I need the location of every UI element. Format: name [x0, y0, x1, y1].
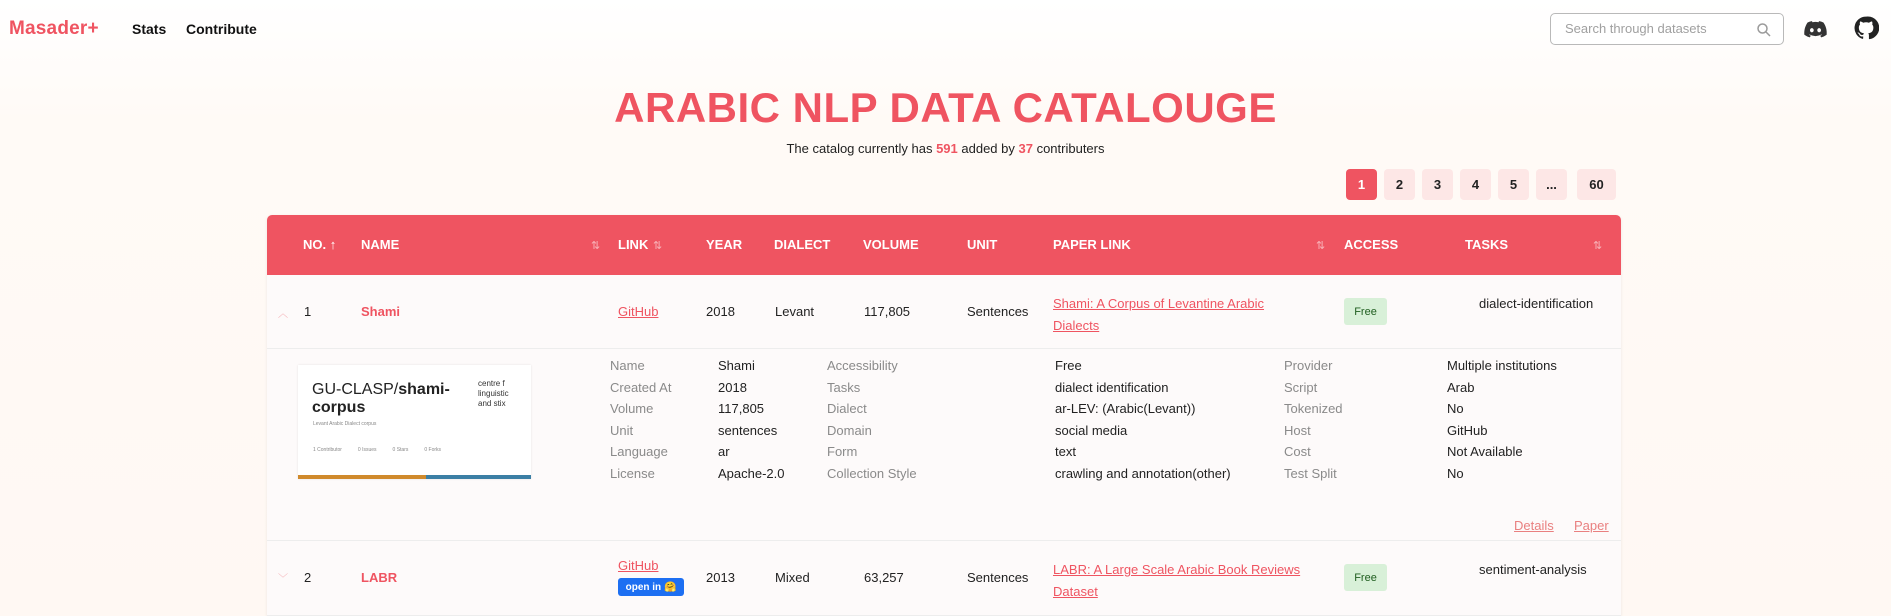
- detail-key: Dialect: [827, 401, 867, 417]
- dataset-dialect: Mixed: [775, 570, 810, 585]
- column-header-no[interactable]: NO. ↑: [303, 237, 337, 252]
- detail-key: License: [610, 465, 655, 481]
- detail-value: Free: [1055, 358, 1082, 373]
- repo-stat: 0 Stars: [392, 447, 409, 453]
- summary-text-post: contributers: [1032, 141, 1105, 156]
- summary-text-mid: added by: [957, 141, 1019, 156]
- chevron-down-icon[interactable]: ﹀: [278, 574, 288, 585]
- detail-value: social media: [1055, 422, 1128, 438]
- paper-link[interactable]: Shami: A Corpus of Levantine Arabic Dialects: [1053, 296, 1265, 333]
- repo-preview-description: Levant Arabic Dialect corpus: [313, 421, 377, 427]
- catalog-summary: [0, 141, 1891, 156]
- chevron-up-icon[interactable]: ︿: [278, 309, 288, 320]
- detail-values-col1: [718, 355, 785, 485]
- dataset-link[interactable]: GitHub: [618, 304, 659, 319]
- detail-value: Apache-2.0: [718, 465, 785, 481]
- page-button-1[interactable]: 1: [1346, 169, 1377, 200]
- detail-key: Cost: [1284, 444, 1311, 460]
- dataset-name[interactable]: Shami: [361, 304, 401, 319]
- page-button-5[interactable]: 5: [1498, 169, 1529, 200]
- summary-text-pre: The catalog currently has: [786, 141, 937, 156]
- detail-key: Language: [610, 444, 668, 460]
- detail-value: Arab: [1447, 379, 1475, 395]
- detail-key: Form: [827, 444, 858, 460]
- dataset-link[interactable]: GitHub: [618, 558, 659, 573]
- table-row[interactable]: [267, 541, 1621, 616]
- column-header-name[interactable]: NAME: [361, 237, 400, 252]
- datasets-table: [267, 215, 1621, 616]
- page-button-3[interactable]: 3: [1422, 169, 1453, 200]
- access-badge: Free: [1344, 298, 1387, 325]
- detail-key: Script: [1284, 379, 1318, 395]
- page-title: ARABIC NLP DATA CATALOUGE: [614, 84, 1277, 131]
- dataset-count: 591: [936, 141, 958, 156]
- column-header-link[interactable]: LINK: [618, 237, 649, 252]
- repo-name: shami-: [398, 381, 450, 398]
- table-row[interactable]: [267, 275, 1621, 349]
- detail-value: Multiple institutions: [1447, 358, 1557, 373]
- dataset-year: 2013: [706, 570, 735, 585]
- github-icon[interactable]: [1853, 15, 1879, 41]
- detail-key: Name: [610, 358, 645, 373]
- detail-value: ar: [718, 444, 730, 460]
- column-header-access[interactable]: ACCESS: [1344, 237, 1399, 252]
- discord-icon[interactable]: [1803, 17, 1828, 42]
- access-badge: Free: [1344, 564, 1387, 591]
- search-box: [1550, 13, 1784, 45]
- sort-icon[interactable]: ⇅: [1593, 240, 1603, 252]
- repo-preview-stats: [313, 447, 513, 453]
- nav-link-contribute[interactable]: Contribute: [186, 21, 257, 37]
- detail-key: Unit: [610, 422, 634, 438]
- detail-key: Accessibility: [827, 358, 898, 373]
- column-header-year[interactable]: YEAR: [706, 237, 743, 252]
- dataset-details-panel: [267, 349, 1621, 541]
- detail-key: Collection Style: [827, 465, 917, 481]
- row-number: 1: [304, 304, 312, 319]
- paper-link[interactable]: LABR: A Large Scale Arabic Book Reviews Dataset: [1053, 562, 1301, 599]
- column-header-paper[interactable]: PAPER LINK: [1053, 237, 1131, 252]
- sort-icon[interactable]: ⇅: [1316, 240, 1326, 252]
- dataset-name[interactable]: LABR: [361, 570, 398, 585]
- page-button-2[interactable]: 2: [1384, 169, 1415, 200]
- dataset-year: 2018: [706, 304, 735, 319]
- column-header-tasks[interactable]: TASKS: [1465, 237, 1509, 252]
- column-header-unit[interactable]: UNIT: [967, 237, 998, 252]
- dataset-volume: 117,805: [864, 304, 911, 319]
- open-in-huggingface-button[interactable]: open in 🤗: [618, 578, 684, 596]
- repo-preview-language-bar: [298, 475, 531, 479]
- page-ellipsis: ...: [1536, 169, 1567, 200]
- detail-key: Volume: [610, 401, 654, 417]
- repo-preview-image[interactable]: [298, 365, 531, 479]
- detail-keys-col1: [610, 355, 671, 485]
- repo-stat: 0 Forks: [424, 447, 442, 453]
- detail-key: Domain: [827, 422, 872, 438]
- contributor-count: 37: [1018, 141, 1033, 156]
- page-button-last[interactable]: 60: [1577, 169, 1616, 200]
- paper-link-detail[interactable]: Paper: [1574, 518, 1609, 533]
- sort-icon[interactable]: ⇅: [653, 240, 663, 252]
- detail-values-col3: [1447, 355, 1557, 485]
- repo-owner: GU-CLASP/: [312, 381, 399, 398]
- detail-key: Tasks: [827, 379, 861, 395]
- logo[interactable]: Masader+: [9, 18, 99, 39]
- detail-key: Test Split: [1284, 465, 1337, 481]
- detail-key: Host: [1284, 422, 1311, 438]
- dataset-tasks: sentiment-analysis: [1479, 562, 1587, 577]
- table-header: [267, 215, 1621, 275]
- row-number: 2: [304, 570, 312, 585]
- nav-link-stats[interactable]: Stats: [132, 21, 167, 37]
- detail-key: Tokenized: [1284, 401, 1343, 417]
- navbar: [0, 0, 1891, 58]
- detail-value: No: [1447, 401, 1464, 417]
- detail-values-col2: [1055, 355, 1231, 485]
- dataset-dialect: Levant: [775, 304, 815, 319]
- search-icon[interactable]: [1755, 21, 1773, 39]
- repo-name-cont: corpus: [312, 399, 366, 416]
- column-header-dialect[interactable]: DIALECT: [774, 237, 831, 252]
- detail-value: 2018: [718, 379, 747, 395]
- repo-stat: 0 Issues: [357, 447, 377, 453]
- repo-stat: 1 Contributor: [313, 447, 342, 453]
- sort-icon[interactable]: ⇅: [591, 240, 601, 252]
- detail-value: Not Available: [1447, 444, 1523, 460]
- detail-value: dialect identification: [1055, 379, 1169, 395]
- detail-key: Provider: [1284, 358, 1333, 373]
- detail-value: crawling and annotation(other): [1055, 465, 1231, 481]
- dataset-tasks: dialect-identification: [1479, 296, 1594, 311]
- repo-preview-side-text: centre f linguistic and stix: [478, 379, 509, 408]
- detail-value: text: [1055, 444, 1076, 460]
- repo-preview-title: [312, 381, 450, 417]
- details-link[interactable]: Details: [1514, 518, 1554, 533]
- detail-value: sentences: [718, 422, 778, 438]
- dataset-unit: Sentences: [967, 304, 1029, 319]
- search-input[interactable]: [1565, 21, 1745, 36]
- detail-keys-col3: [1284, 355, 1343, 485]
- page-button-4[interactable]: 4: [1460, 169, 1491, 200]
- detail-value: ar-LEV: (Arabic(Levant)): [1055, 401, 1196, 417]
- detail-value: 117,805: [718, 401, 765, 417]
- column-header-volume[interactable]: VOLUME: [863, 237, 919, 252]
- dataset-unit: Sentences: [967, 570, 1029, 585]
- detail-value: GitHub: [1447, 422, 1488, 438]
- detail-key: Created At: [610, 379, 672, 395]
- detail-value: Shami: [718, 358, 755, 373]
- dataset-volume: 63,257: [864, 570, 904, 585]
- detail-value: No: [1447, 465, 1464, 481]
- detail-keys-col2: [827, 355, 917, 485]
